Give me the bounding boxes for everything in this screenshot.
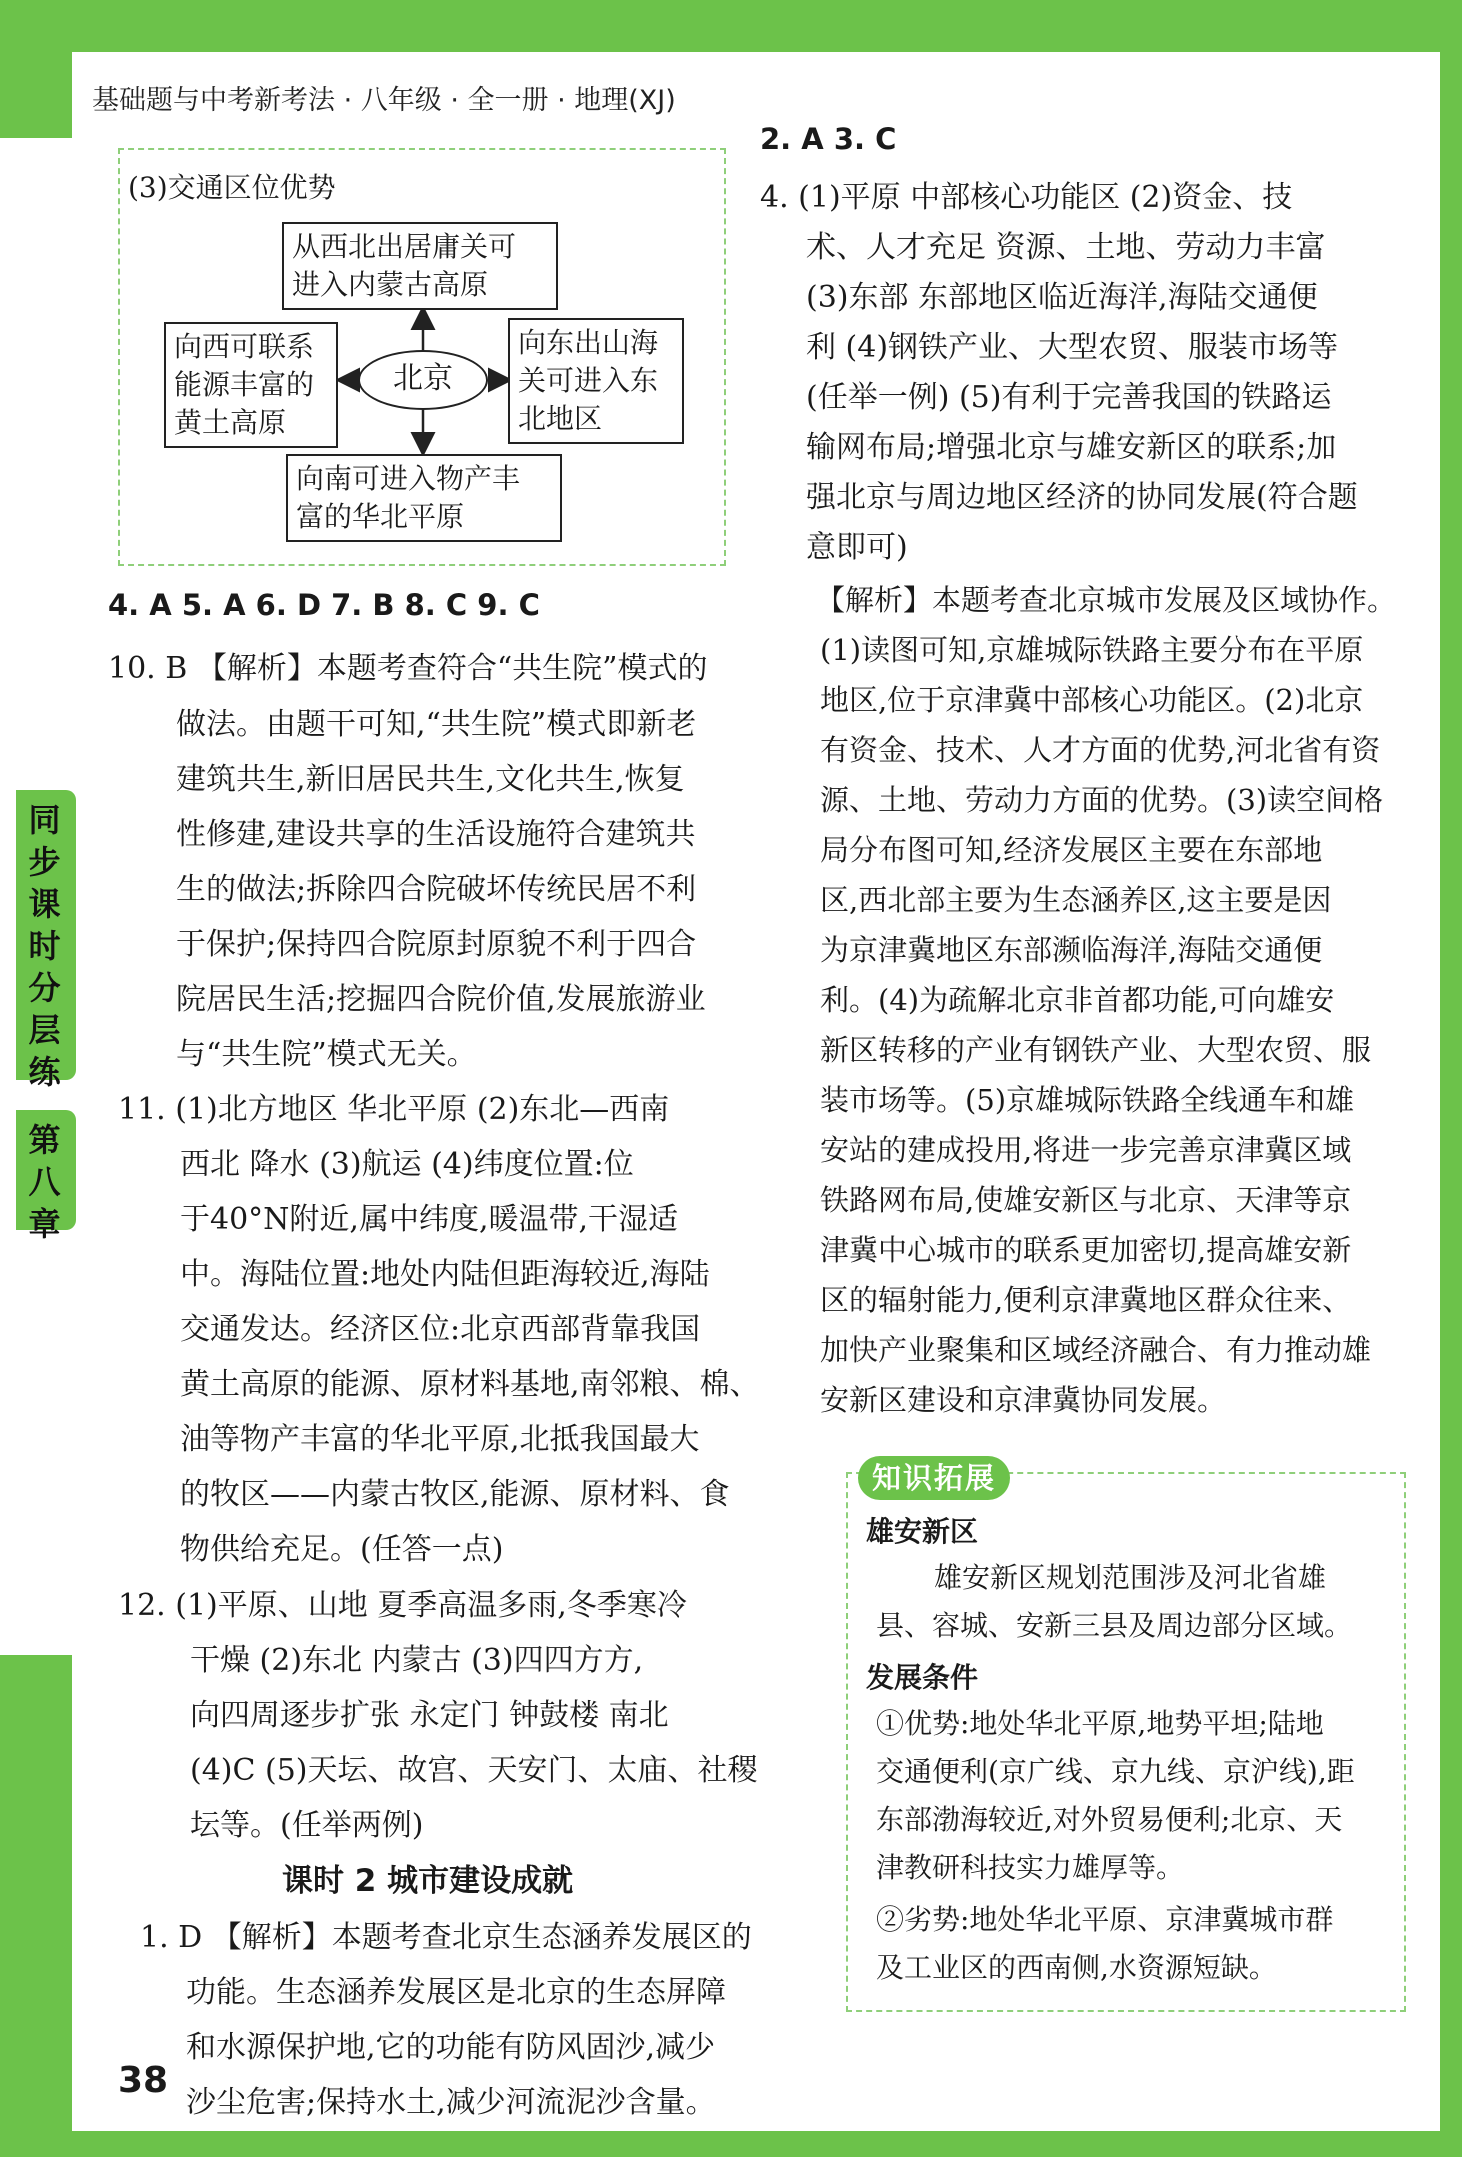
text-line: 意即可) <box>806 530 908 565</box>
diagram-north-box: 从西北出居庸关可 进入内蒙古高原 <box>282 222 558 310</box>
knowledge-heading-conditions: 发展条件 <box>866 1661 979 1694</box>
page-number: 38 <box>118 2060 169 2101</box>
text-line: 区,西北部主要为生态涵养区,这主要是因 <box>820 883 1332 917</box>
text-line: 与“共生院”模式无关。 <box>176 1037 477 1072</box>
answer-10: 10. B 【解析】本题考查符合“共生院”模式的 <box>108 651 708 686</box>
text-line: 的牧区——内蒙古牧区,能源、原材料、食 <box>180 1477 730 1512</box>
text-line: 安新区建设和京津冀协同发展。 <box>820 1383 1227 1417</box>
analysis-heading: 【解析】本题考查北京城市发展及区域协作。 <box>816 583 1397 617</box>
text-line: 津教研科技实力雄厚等。 <box>876 1851 1185 1884</box>
answer-11: 11. (1)北方地区 华北平原 (2)东北—西南 <box>118 1092 670 1127</box>
text-line: 生的做法;拆除四合院破坏传统民居不利 <box>176 872 697 907</box>
diagram-west-box: 向西可联系 能源丰富的 黄土高原 <box>164 322 338 448</box>
text-line: 交通发达。经济区位:北京西部背靠我国 <box>180 1312 701 1347</box>
text-line: 区的辐射能力,便利京津冀地区群众往来、 <box>820 1283 1352 1317</box>
text-line: 新区转移的产业有钢铁产业、大型农贸、服 <box>820 1033 1372 1067</box>
text-line: 油等物产丰富的华北平原,北抵我国最大 <box>180 1422 700 1457</box>
text-line: 津冀中心城市的联系更加密切,提高雄安新 <box>820 1233 1352 1267</box>
text-line: 和水源保护地,它的功能有防风固沙,减少 <box>186 2030 716 2065</box>
text-line: (1)读图可知,京雄城际铁路主要分布在平原 <box>820 633 1364 667</box>
text-line: 黄土高原的能源、原材料基地,南邻粮、棉、 <box>180 1367 760 1402</box>
text-line: 建筑共生,新旧居民共生,文化共生,恢复 <box>176 762 685 797</box>
text-line: 东部渤海较近,对外贸易便利;北京、天 <box>876 1803 1343 1836</box>
text-line: 术、人才充足 资源、土地、劳动力丰富 <box>806 230 1326 265</box>
text-line: (任举一例) (5)有利于完善我国的铁路运 <box>806 380 1332 415</box>
text-line: 利 (4)钢铁产业、大型农贸、服装市场等 <box>806 330 1339 365</box>
text-line: (3)东部 东部地区临近海洋,海陆交通便 <box>806 280 1318 315</box>
knowledge-extension-tag: 知识拓展 <box>858 1456 1010 1500</box>
diagram-title: (3)交通区位优势 <box>128 171 336 204</box>
text-line: 交通便利(京广线、京九线、京沪线),距 <box>876 1755 1355 1788</box>
text-line: 输网布局;增强北京与雄安新区的联系;加 <box>806 430 1337 465</box>
diagram-south-box: 向南可进入物产丰 富的华北平原 <box>286 454 562 542</box>
knowledge-heading-xiongan: 雄安新区 <box>866 1515 979 1548</box>
text-line: 县、容城、安新三县及周边部分区域。 <box>876 1609 1353 1642</box>
text-line: 有资金、技术、人才方面的优势,河北省有资 <box>820 733 1381 767</box>
text-line: 物供给充足。(任答一点) <box>180 1532 504 1567</box>
text-line: 功能。生态涵养发展区是北京的生态屏障 <box>186 1975 726 2010</box>
text-line: 雄安新区规划范围涉及河北省雄 <box>934 1561 1327 1594</box>
answers-4-9: 4. A 5. A 6. D 7. B 8. C 9. C <box>108 588 540 622</box>
diagram-center-beijing: 北京 <box>358 350 488 410</box>
text-line: 装市场等。(5)京雄城际铁路全线通车和雄 <box>820 1083 1355 1117</box>
answer-4: 4. (1)平原 中部核心功能区 (2)资金、技 <box>760 180 1293 215</box>
text-line: 强北京与周边地区经济的协同发展(符合题 <box>806 480 1358 515</box>
text-line: 性修建,建设共享的生活设施符合建筑共 <box>176 817 696 852</box>
text-line: 地区,位于京津冀中部核心功能区。(2)北京 <box>820 683 1364 717</box>
text-line: ②劣势:地处华北平原、京津冀城市群 <box>876 1903 1334 1936</box>
text-line: 铁路网布局,使雄安新区与北京、天津等京 <box>820 1183 1352 1217</box>
text-line: 局分布图可知,经济发展区主要在东部地 <box>820 833 1323 867</box>
text-line: 加快产业聚集和区域经济融合、有力推动雄 <box>820 1333 1372 1367</box>
text-line: 做法。由题干可知,“共生院”模式即新老 <box>176 707 697 742</box>
text-line: 院居民生活;挖掘四合院价值,发展旅游业 <box>176 982 706 1017</box>
left-border-bottom <box>0 1655 72 2157</box>
answer-lesson2-1: 1. D 【解析】本题考查北京生态涵养发展区的 <box>140 1920 752 1955</box>
text-line: (4)C (5)天坛、故宫、天安门、太庙、社稷 <box>190 1753 758 1788</box>
right-border <box>1440 0 1462 2157</box>
bottom-border <box>0 2131 1462 2157</box>
running-header: 基础题与中考新考法 · 八年级 · 全一册 · 地理(XJ) <box>92 85 676 116</box>
text-line: 干燥 (2)东北 内蒙古 (3)四四方方, <box>190 1643 644 1678</box>
text-line: ①优势:地处华北平原,地势平坦;陆地 <box>876 1707 1324 1740</box>
text-line: 源、土地、劳动力方面的优势。(3)读空间格 <box>820 783 1384 817</box>
text-line: 西北 降水 (3)航运 (4)纬度位置:位 <box>180 1147 634 1182</box>
text-line: 为京津冀地区东部濒临海洋,海陆交通便 <box>820 933 1323 967</box>
text-line: 坛等。(任举两例) <box>190 1808 424 1843</box>
text-line: 向四周逐步扩张 永定门 钟鼓楼 南北 <box>190 1698 669 1733</box>
text-line: 利。(4)为疏解北京非首都功能,可向雄安 <box>820 983 1335 1017</box>
text-line: 于40°N附近,属中纬度,暖温带,干湿适 <box>180 1202 679 1237</box>
answers-2-3: 2. A 3. C <box>760 122 897 156</box>
diagram-east-box: 向东出山海 关可进入东 北地区 <box>508 318 684 444</box>
text-line: 中。海陆位置:地处内陆但距海较近,海陆 <box>180 1257 710 1292</box>
text-line: 沙尘危害;保持水土,减少河流泥沙含量。 <box>186 2085 716 2120</box>
side-tab-chapter: 第 八 章 <box>16 1110 76 1230</box>
answer-12: 12. (1)平原、山地 夏季高温多雨,冬季寒冷 <box>118 1588 687 1623</box>
text-line: 于保护;保持四合院原封原貌不利于四合 <box>176 927 697 962</box>
side-tab-practice: 同 步 课 时 分 层 练 <box>16 790 76 1080</box>
text-line: 及工业区的西南侧,水资源短缺。 <box>876 1951 1277 1984</box>
lesson-2-heading: 课时 2 城市建设成就 <box>282 1863 574 1899</box>
text-line: 安站的建成投用,将进一步完善京津冀区域 <box>820 1133 1352 1167</box>
